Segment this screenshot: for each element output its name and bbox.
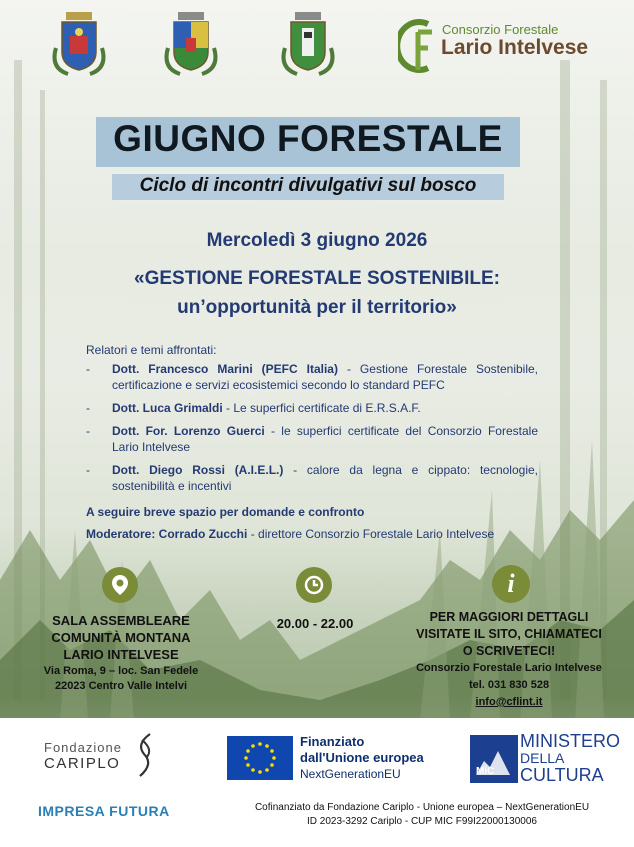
- cariplo-logo-icon: [132, 730, 158, 780]
- moderator-line: [86, 526, 538, 542]
- speaker-item: - Dott. For. Lorenzo Guerci - le superfici certificate del Consorzio Forestale Lario Intelvese: [86, 424, 538, 454]
- ids-line: ID 2023-3292 Cariplo - CUP MIC F99I22000130006: [307, 816, 537, 827]
- impresa-futura-label: IMPRESA FUTURA: [38, 803, 170, 819]
- followup-note: A seguire breve spazio per domande e confronto: [86, 505, 365, 519]
- consortium-name-line2: Lario Intelvese: [441, 36, 589, 59]
- event-title-line1: «GESTIONE FORESTALE SOSTENIBILE:: [134, 268, 500, 289]
- speaker-item: - Dott. Francesco Marini (PEFC Italia) - Gestione Forestale Sostenibile, certificazione e servizi ecosistemici secondo lo standard PEFC: [86, 362, 538, 392]
- contact-email-link[interactable]: info@cflint.it: [475, 696, 543, 708]
- coat-of-arms-2-icon: [160, 8, 222, 78]
- event-title-line2: un’opportunità per il territorio»: [177, 297, 457, 318]
- page-title: GIUGNO FORESTALE: [113, 118, 503, 159]
- mic-line3: CULTURA: [520, 765, 604, 785]
- location-line2: COMUNITÀ MONTANA: [51, 630, 191, 645]
- speaker-name: Dott. Diego Rossi (A.I.E.L.): [112, 463, 284, 477]
- contact-phone: tel. 031 830 528: [468, 679, 550, 691]
- speakers-section: [86, 342, 538, 542]
- speaker-item: - Dott. Luca Grimaldi - Le superfici certificate di E.R.S.A.F.: [86, 401, 421, 415]
- page-subtitle: Ciclo di incontri divulgativi sul bosco: [139, 175, 477, 196]
- mic-text: [520, 733, 620, 784]
- event-title: [60, 264, 574, 322]
- cariplo-line1: Fondazione: [44, 740, 122, 755]
- moderator-name: Moderatore: Corrado Zucchi: [86, 527, 248, 541]
- speaker-topic: - le superfici certificate del Consorzio Forestale Lario Intelvese: [112, 424, 538, 454]
- location-address2: 22023 Centro Valle Intelvi: [54, 680, 188, 692]
- clock-icon: [296, 567, 332, 603]
- info-icon: i: [492, 565, 530, 603]
- contact-line3: O SCRIVETECI!: [462, 644, 556, 658]
- consorzio-logo-icon: [398, 18, 438, 74]
- location-address1: Via Roma, 9 – loc. San Fedele: [43, 665, 199, 677]
- eu-funding-text: [300, 734, 424, 782]
- contact-line2: VISITATE IL SITO, CHIAMATECI: [416, 627, 602, 641]
- speaker-item: - Dott. Diego Rossi (A.I.E.L.) - calore da legna e cippato: tecnologie, sostenibilità e incentivi: [86, 463, 538, 493]
- speaker-name: Dott. For. Lorenzo Guerci: [112, 424, 265, 438]
- location-line1: SALA ASSEMBLEARE: [52, 613, 190, 628]
- event-time: 20.00 - 22.00: [276, 616, 354, 631]
- coat-of-arms-1-icon: [48, 8, 110, 78]
- speaker-topic: - Gestione Forestale Sostenibile, certificazione e servizi ecosistemici secondo lo standard PEFC: [112, 362, 538, 392]
- speaker-topic: - Le superfici certificate di E.R.S.A.F.: [222, 401, 421, 415]
- location-line3: LARIO INTELVESE: [63, 647, 179, 662]
- location-pin-icon: [102, 567, 138, 603]
- speaker-name: Dott. Francesco Marini (PEFC Italia): [112, 362, 338, 376]
- speaker-topic: - calore da legna e cippato: tecnologie, sostenibilità e incentivi: [112, 463, 538, 493]
- eu-flag-icon: [227, 736, 293, 780]
- consortium-name-line1: Consorzio Forestale: [442, 22, 559, 37]
- location-block: [26, 612, 216, 694]
- contact-line1: PER MAGGIORI DETTAGLI: [429, 610, 589, 624]
- mic-line2: DELLA: [520, 750, 565, 766]
- cariplo-line2: CARIPLO: [44, 755, 121, 772]
- cofinanced-line: Cofinanziato da Fondazione Cariplo - Unione europea – NextGenerationEU: [254, 802, 590, 813]
- mic-line1: MINISTERO: [520, 731, 621, 751]
- eu-line1: Finanziato: [300, 734, 365, 749]
- moderator-role: - direttore Consorzio Forestale Lario Intelvese: [247, 527, 495, 541]
- mic-badge: MiC: [476, 766, 495, 777]
- contact-org: Consorzio Forestale Lario Intelvese: [416, 662, 602, 674]
- event-date: Mercoledì 3 giugno 2026: [206, 230, 428, 251]
- coat-of-arms-3-icon: [277, 8, 339, 78]
- funding-credits: [232, 801, 612, 829]
- contact-block: [404, 609, 614, 710]
- eu-line3: NextGenerationEU: [300, 767, 401, 781]
- eu-line2: dall'Unione europea: [300, 750, 424, 765]
- speakers-heading: Relatori e temi affrontati:: [86, 343, 217, 357]
- speaker-name: Dott. Luca Grimaldi: [112, 401, 223, 415]
